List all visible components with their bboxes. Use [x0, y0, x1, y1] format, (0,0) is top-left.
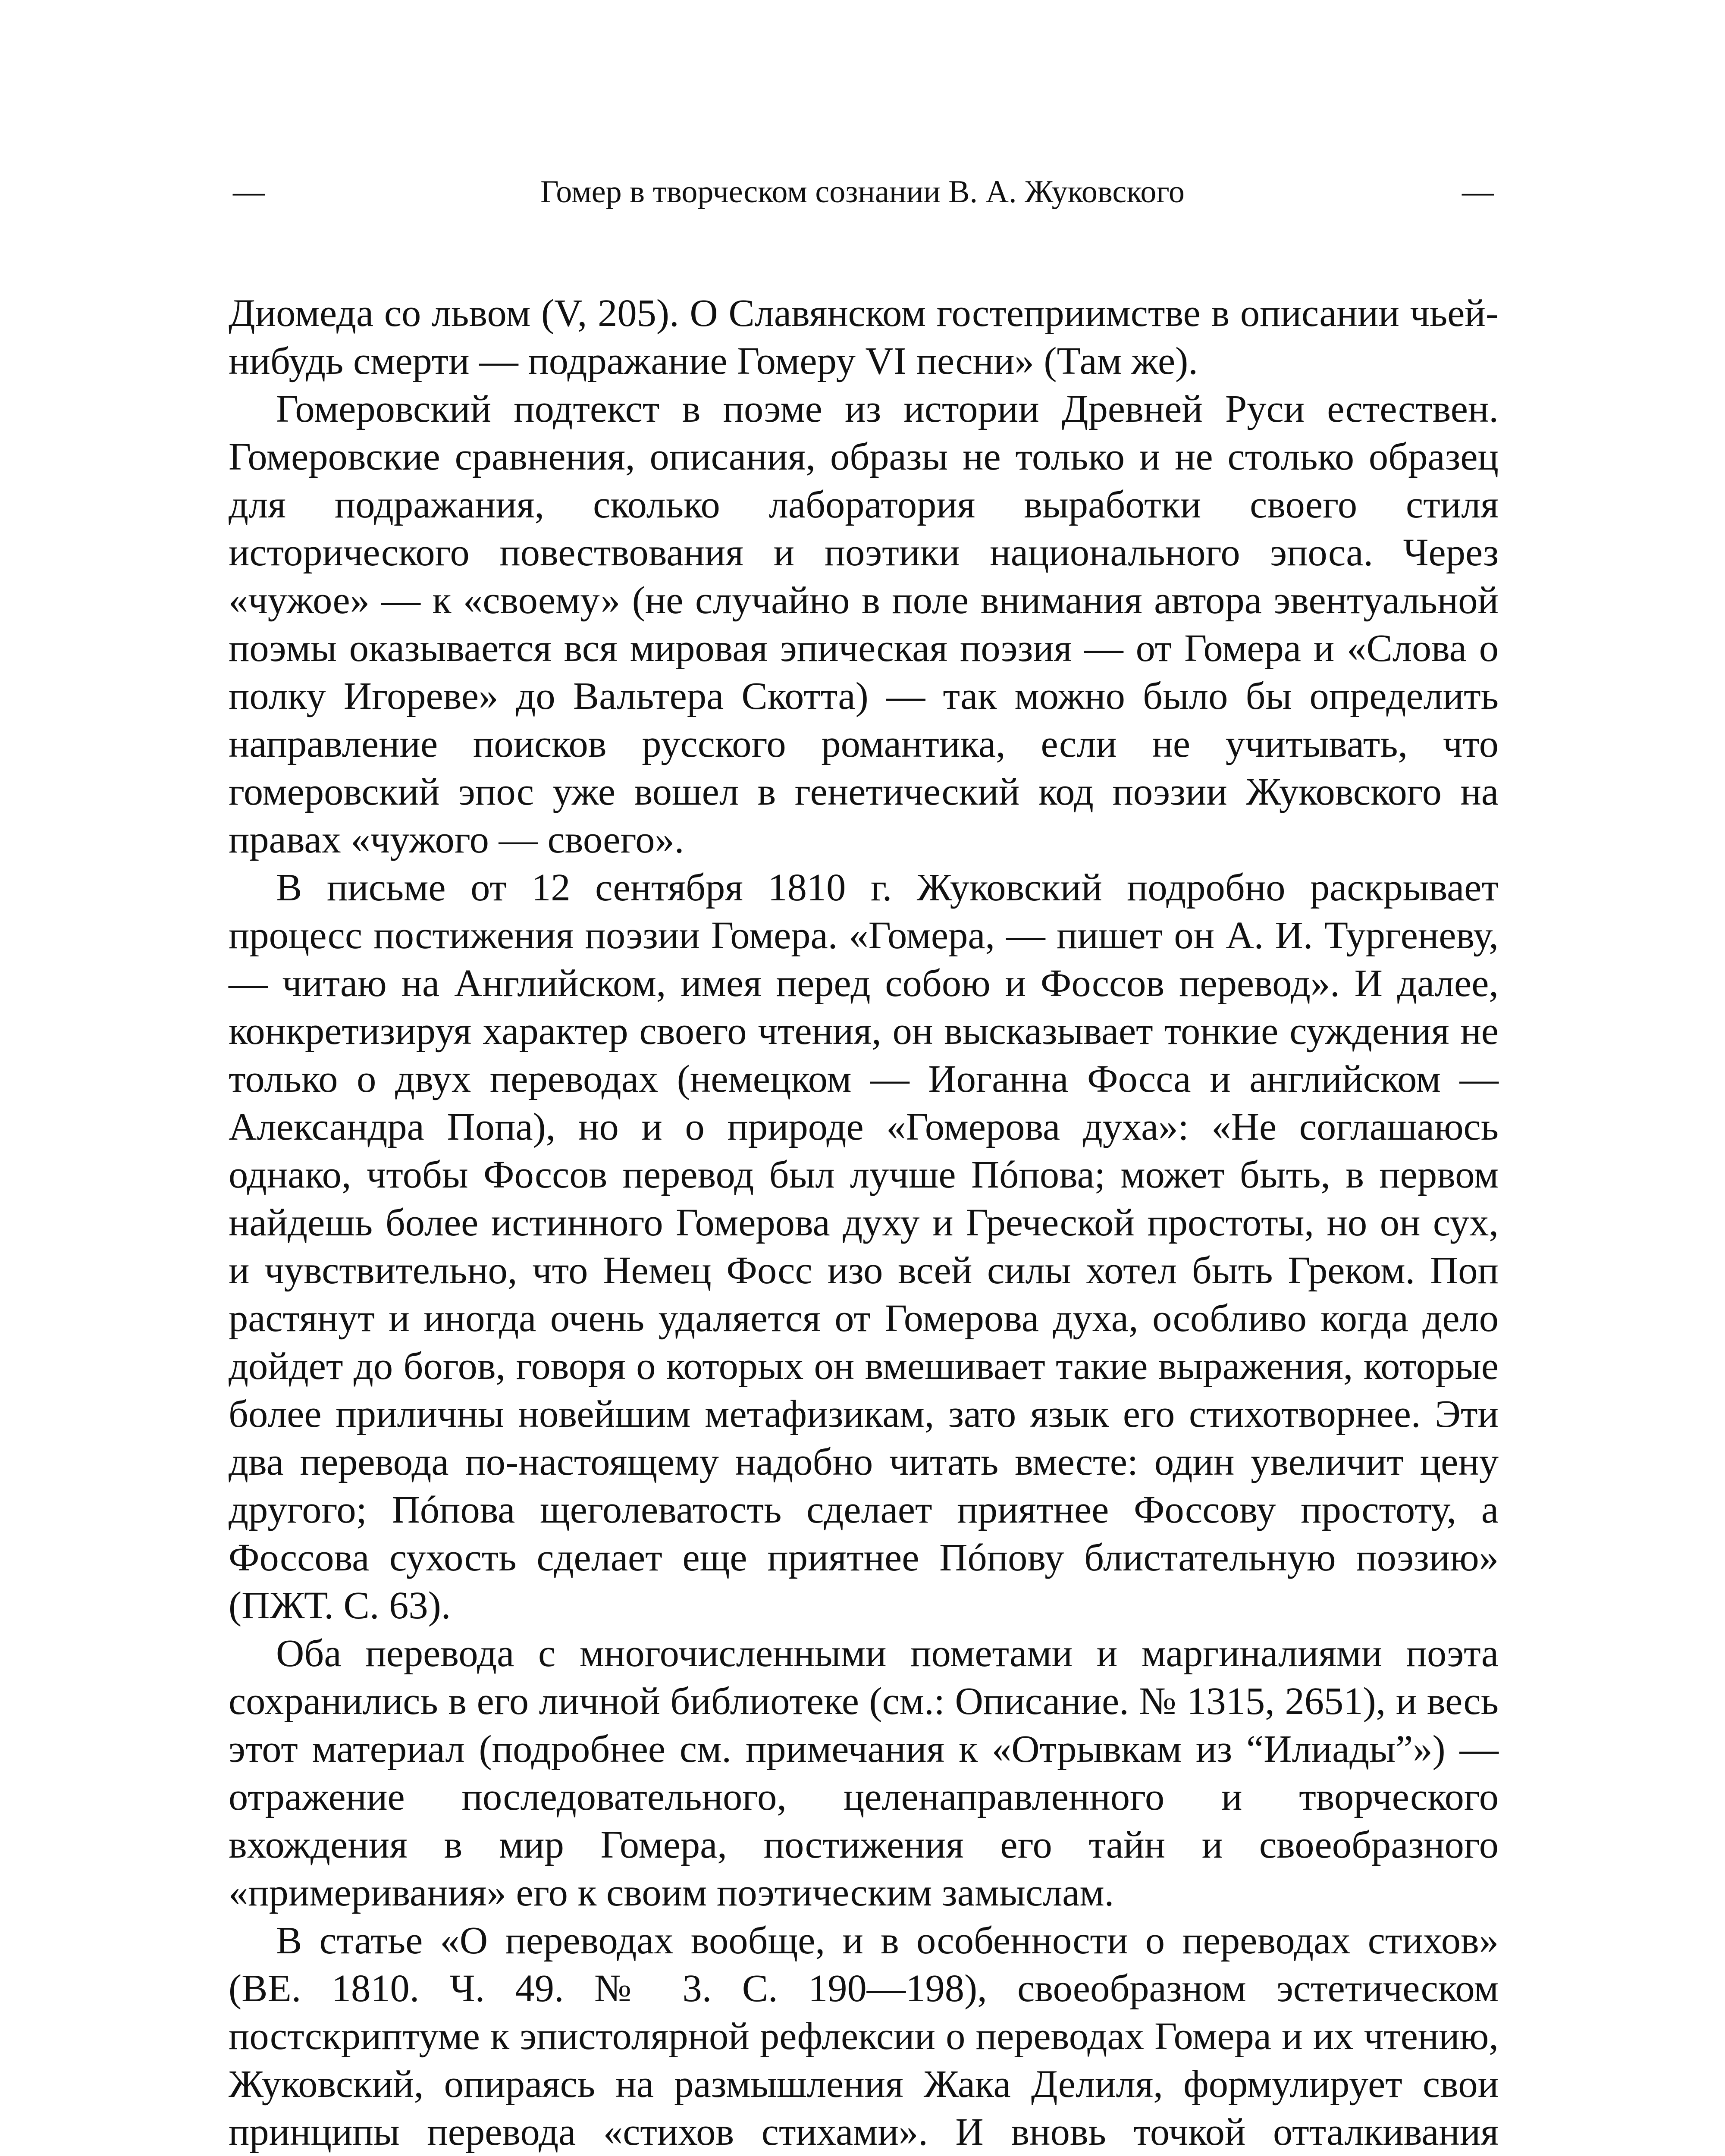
header-dash-left: — — [233, 174, 265, 210]
paragraph-continued: Диомеда со львом (V, 205). О Славянском гостеприимстве в описании чьей-нибудь смерти — подражание Гомеру VI песни» (Там же). — [229, 291, 1499, 382]
running-header-title: Гомер в творческом сознании В. А. Жуковского — [540, 174, 1185, 210]
paragraph: В статье «О переводах вообще, и в особенности о переводах стихов» (ВЕ. 1810. Ч. 49. № 3. С. 190—198), своеобразном эстетическом постскриптуме к эпистолярной рефлексии о переводах Гомера и их чтению, Жуковский, опираясь на размышления Жака Делиля, формулирует свои принципы перевода «стихов стихами». И вновь точкой отталкивания — [229, 1918, 1499, 2153]
body-text — [229, 289, 1499, 2156]
header-dash-right: — — [1462, 174, 1494, 210]
running-header — [233, 170, 1492, 213]
paragraph: Гомеровский подтекст в поэме из истории Древней Руси естествен. Гомеровские сравнения, описания, образы не только и не столько образец для подражания, сколько лаборатория выработки своего стиля исторического повествования и поэтики национального эпоса. Через «чужое» — к «своему» (не случайно в поле внимания автора эвентуальной поэмы оказывается вся мировая эпическая поэзия — от Гомера и «Слова о полку Игореве» до Вальтера Скотта) — так можно было бы определить направление поисков русского романтика, если не учитывать, что гомеровский эпос уже вошел в генетический код поэзии Жуковского на правах «чужого — своего». — [229, 387, 1499, 861]
paragraph: В письме от 12 сентября 1810 г. Жуковский подробно раскрывает процесс постижения поэзии Гомера. «Гомера, — пишет он А. И. Тургеневу, — читаю на Английском, имея перед собою и Фоссов перевод». И далее, конкретизируя характер своего чтения, он высказывает тонкие суждения не только о двух переводах (немецком — Иоганна Фосса и английском — Александра Попа), но и о природе «Гомерова духа»: «Не соглашаюсь однако, чтобы Фоссов перевод был лучше Пóпова; может быть, в первом найдешь более истинного Гомерова духу и Греческой простоты, но он сух, и чувствительно, что Немец Фосс изо всей силы хотел быть Греком. Поп растянут и иногда очень удаляется от Гомерова духа, особливо когда дело дойдет до богов, говоря о которых он вмешивает такие выражения, которые более приличны новейшим метафизикам, зато язык его стихотворнее. Эти два перевода по-настоящему надобно читать вместе: один увеличит цену другого; Пóпова щеголеватость сделает приятнее Фоссову простоту, а Фоссова сухость сделает еще приятнее Пóпову блистательную поэзию» (ПЖТ. С. 63). — [229, 865, 1499, 1627]
paragraph: Оба перевода с многочисленными пометами и маргиналиями поэта сохранились в его личной библиотеке (см.: Описание. № 1315, 2651), и весь этот материал (подробнее см. примечания к «Отрывкам из “Илиады”») — отражение последовательного, целенаправленного и творческого вхождения в мир Гомера, постижения его тайн и своеобразного «примеривания» его к своим поэтическим замыслам. — [229, 1631, 1499, 1914]
